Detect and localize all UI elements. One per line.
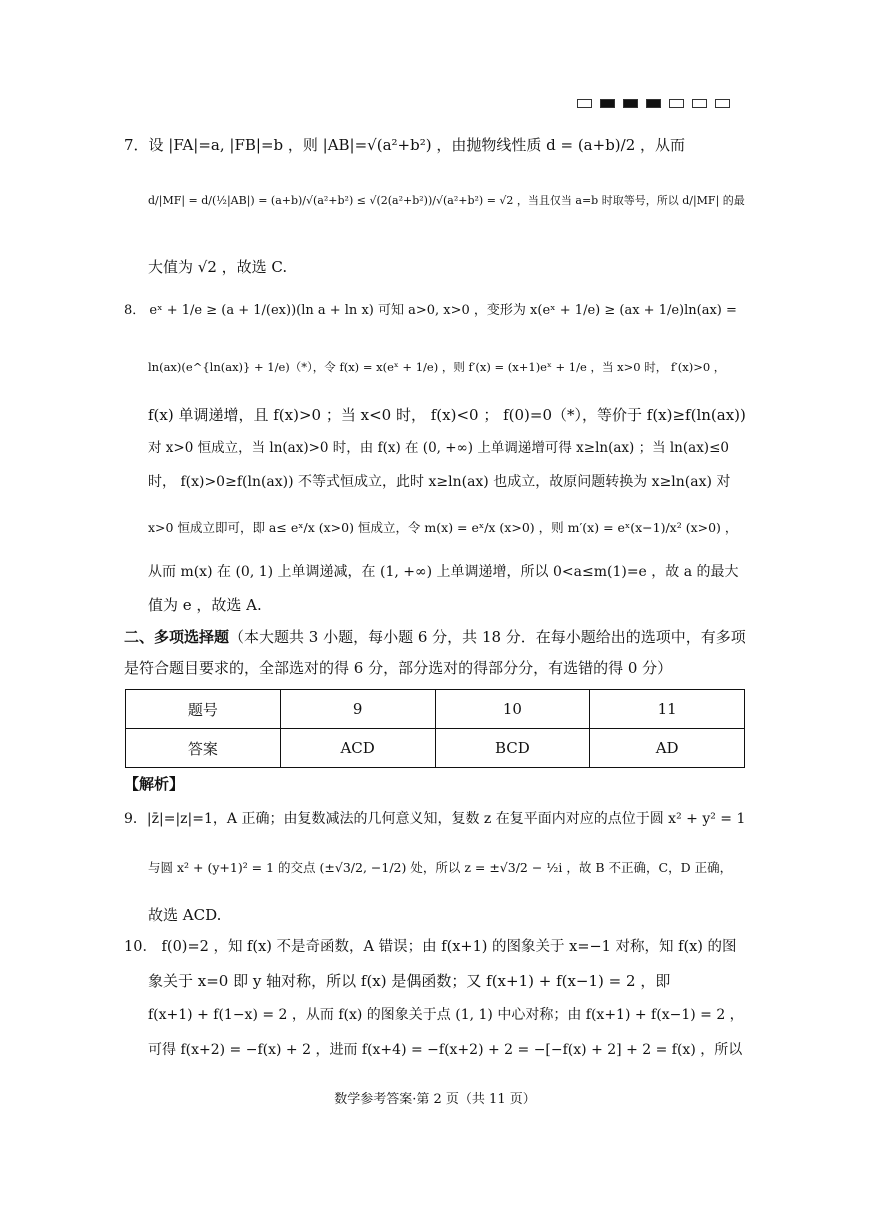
table-row	[126, 729, 745, 768]
table-cell: 答案	[126, 729, 281, 768]
analysis-heading: 【解析】	[124, 775, 185, 793]
table-cell: BCD	[435, 729, 590, 768]
p7-line-1: 7．设 |FA|=a, |FB|=b ，则 |AB|=√(a²+b²) ，由抛物线性质 d = (a+b)/2 ，从而	[124, 136, 686, 154]
page-marker	[577, 99, 730, 108]
table-row	[126, 690, 745, 729]
p8-line-2: ln(ax)(e^{ln(ax)} + 1/e)（*），令 f(x) = x(eˣ + 1/e) ，则 f′(x) = (x+1)eˣ + 1/e ，当 x>0 时， f′(x)>0 ，	[148, 360, 726, 374]
table-header-cell: 10	[435, 690, 590, 729]
table-header-cell: 11	[590, 690, 745, 729]
p8-line-6: x>0 恒成立即可，即 a≤ eˣ/x (x>0) 恒成立，令 m(x) = eˣ/x (x>0) ，则 m′(x) = eˣ(x−1)/x² (x>0) ，	[148, 520, 738, 535]
section-2-desc-1: （本大题共 3 小题，每小题 6 分，共 18 分．在每小题给出的选项中，有多项	[229, 628, 746, 646]
p10-line-3: f(x+1) + f(1−x) = 2 ，从而 f(x) 的图象关于点 (1, 1) 中心对称；由 f(x+1) + f(x−1) = 2 ，	[148, 1007, 744, 1023]
p8-line-5: 时， f(x)>0≥f(ln(ax)) 不等式恒成立，此时 x≥ln(ax) 也成立，故原问题转换为 x≥ln(ax) 对	[148, 474, 731, 490]
table-cell: ACD	[280, 729, 435, 768]
p8-line-1: 8． eˣ + 1/e ≥ (a + 1/(ex))(ln a + ln x) 可知 a>0, x>0 ，变形为 x(eˣ + 1/e) ≥ (ax + 1/e)ln(ax) =	[124, 303, 737, 318]
p9-line-3: 故选 ACD.	[148, 906, 222, 924]
p10-line-2: 象关于 x=0 即 y 轴对称，所以 f(x) 是偶函数；又 f(x+1) + f(x−1) = 2 ，即	[148, 972, 671, 990]
p8-line-4: 对 x>0 恒成立，当 ln(ax)>0 时，由 f(x) 在 (0, +∞) 上单调递增可得 x≥ln(ax) ；当 ln(ax)≤0	[148, 440, 729, 456]
answer-table	[125, 689, 745, 768]
section-2-header	[124, 626, 746, 648]
p9-line-2: 与圆 x² + (y+1)² = 1 的交点 (±√3/2, −1/2) 处，所以 z = ±√3/2 − ½i ，故 B 不正确，C，D 正确，	[148, 860, 733, 875]
p7-line-3: 大值为 √2 ，故选 C.	[148, 258, 288, 276]
page-footer: 数学参考答案·第 2 页（共 11 页）	[334, 1092, 536, 1107]
section-2-title: 二、多项选择题	[124, 628, 230, 646]
p9-line-1: 9．|z̄|=|z|=1，A 正确；由复数减法的几何意义知，复数 z 在复平面内对应的点位于圆 x² + y² = 1	[124, 811, 746, 827]
p8-line-3: f(x) 单调递增，且 f(x)>0 ；当 x<0 时， f(x)<0 ； f(0)=0（*），等价于 f(x)≥f(ln(ax))	[148, 406, 746, 424]
p10-line-1: 10． f(0)=2 ，知 f(x) 不是奇函数，A 错误；由 f(x+1) 的图象关于 x=−1 对称，知 f(x) 的图	[124, 939, 737, 955]
section-2-desc-2: 是符合题目要求的，全部选对的得 6 分，部分选对的得部分分，有选错的得 0 分）	[124, 659, 673, 677]
table-header-cell: 题号	[126, 690, 281, 729]
p8-line-8: 值为 e ，故选 A.	[148, 596, 262, 614]
p8-line-7: 从而 m(x) 在 (0, 1) 上单调递减，在 (1, +∞) 上单调递增，所以 0<a≤m(1)=e ，故 a 的最大	[148, 564, 739, 580]
p7-line-2: d/|MF| = d/(½|AB|) = (a+b)/√(a²+b²) ≤ √(2(a²+b²))/√(a²+b²) = √2 ，当且仅当 a=b 时取等号，所以 d/|MF| 的最	[148, 194, 745, 207]
table-cell: AD	[590, 729, 745, 768]
p10-line-4: 可得 f(x+2) = −f(x) + 2 ，进而 f(x+4) = −f(x+2) + 2 = −[−f(x) + 2] + 2 = f(x) ，所以	[148, 1042, 743, 1058]
table-header-cell: 9	[280, 690, 435, 729]
